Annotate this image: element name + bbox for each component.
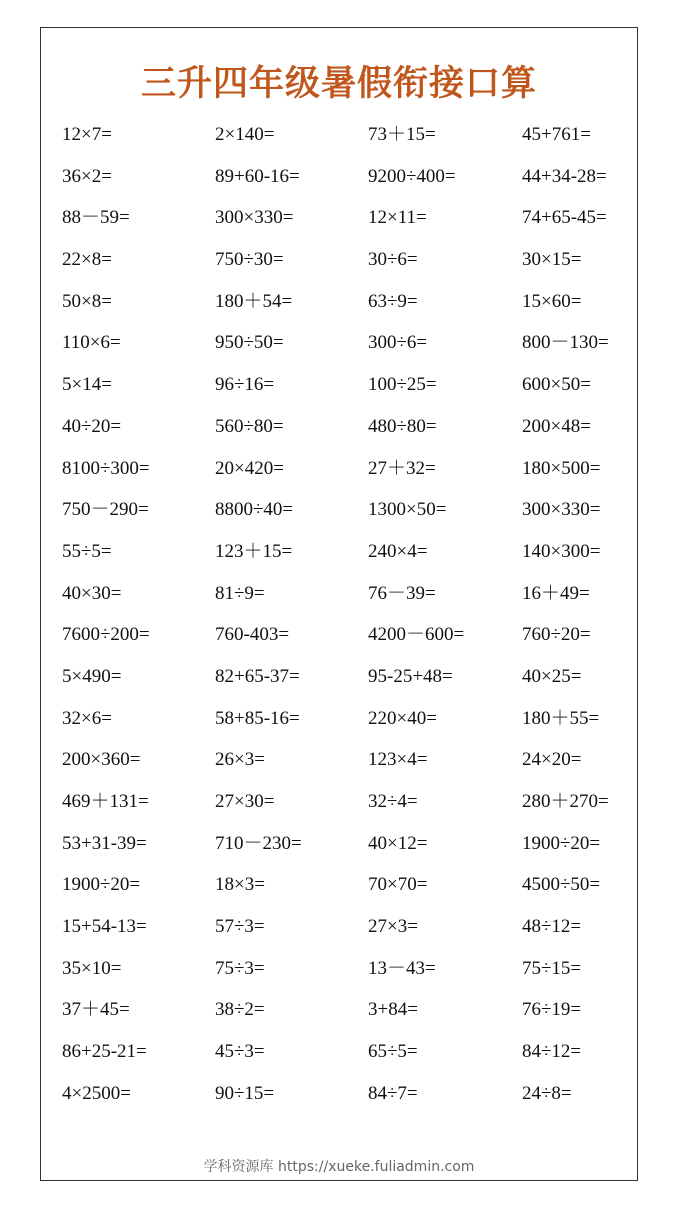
arithmetic-problem: 45÷3= xyxy=(215,1041,265,1063)
arithmetic-problem: 95-25+48= xyxy=(368,665,453,687)
arithmetic-problem: 57÷3= xyxy=(215,916,265,938)
arithmetic-problem: 40×25= xyxy=(522,665,582,687)
arithmetic-problem: 950÷50= xyxy=(215,332,284,354)
arithmetic-problem: 750－290= xyxy=(62,499,149,521)
arithmetic-problem: 16＋49= xyxy=(522,582,590,604)
arithmetic-problem: 27×30= xyxy=(215,791,275,812)
arithmetic-problem: 1900÷20= xyxy=(522,832,601,854)
arithmetic-problem: 73＋15= xyxy=(368,124,436,145)
arithmetic-problem: 3+84= xyxy=(368,999,418,1021)
arithmetic-problem: 76－39= xyxy=(368,582,436,604)
arithmetic-problem: 1300×50= xyxy=(368,499,447,521)
arithmetic-problem: 480÷80= xyxy=(368,415,437,437)
arithmetic-problem: 24÷8= xyxy=(522,1082,572,1104)
arithmetic-problem: 70×70= xyxy=(368,874,428,896)
arithmetic-problem: 110×6= xyxy=(62,332,121,354)
arithmetic-problem: 50×8= xyxy=(62,290,112,312)
arithmetic-problem: 27×3= xyxy=(368,916,418,938)
arithmetic-problem: 800－130= xyxy=(522,332,609,354)
arithmetic-problem: 2×140= xyxy=(215,124,275,145)
arithmetic-problem: 15+54-13= xyxy=(62,916,147,938)
arithmetic-problem: 300×330= xyxy=(522,499,601,521)
arithmetic-problem: 74+65-45= xyxy=(522,207,607,229)
arithmetic-problem: 8100÷300= xyxy=(62,457,150,479)
arithmetic-problem: 18×3= xyxy=(215,874,265,896)
arithmetic-problem: 123×4= xyxy=(368,749,428,771)
arithmetic-problem: 55÷5= xyxy=(62,540,112,562)
worksheet-title: 三升四年级暑假衔接口算 xyxy=(140,63,537,104)
arithmetic-problem: 36×2= xyxy=(62,165,112,187)
arithmetic-problem: 89+60-16= xyxy=(215,165,300,187)
arithmetic-problem: 96÷16= xyxy=(215,374,275,396)
arithmetic-problem: 27＋32= xyxy=(368,457,436,479)
arithmetic-problem: 75÷3= xyxy=(215,957,265,979)
arithmetic-problem: 58+85-16= xyxy=(215,707,300,729)
arithmetic-problem: 710－230= xyxy=(215,832,302,854)
arithmetic-problem: 22×8= xyxy=(62,249,112,271)
footer-source: 学科资源库 https://xueke.fuliadmin.com xyxy=(203,1159,475,1175)
arithmetic-problem: 90÷15= xyxy=(215,1082,275,1104)
arithmetic-problem: 300×330= xyxy=(215,207,294,229)
arithmetic-problem: 7600÷200= xyxy=(62,624,150,646)
arithmetic-problem: 84÷12= xyxy=(522,1041,582,1063)
arithmetic-problem: 63÷9= xyxy=(368,290,418,312)
arithmetic-problem: 1900÷20= xyxy=(62,874,141,896)
arithmetic-problem: 220×40= xyxy=(368,707,437,729)
arithmetic-problem: 760÷20= xyxy=(522,624,591,646)
arithmetic-problem: 180＋55= xyxy=(522,707,600,729)
arithmetic-problem: 37＋45= xyxy=(62,999,130,1021)
arithmetic-problem: 12×7= xyxy=(62,124,112,145)
arithmetic-problem: 40×12= xyxy=(368,832,428,854)
arithmetic-problem: 12×11= xyxy=(368,207,427,229)
arithmetic-problem: 469＋131= xyxy=(62,791,149,812)
arithmetic-problem: 84÷7= xyxy=(368,1082,418,1104)
arithmetic-problem: 24×20= xyxy=(522,749,582,771)
arithmetic-problem: 48÷12= xyxy=(522,916,582,938)
arithmetic-problem: 560÷80= xyxy=(215,415,284,437)
arithmetic-problem: 123＋15= xyxy=(215,540,293,562)
arithmetic-problem: 76÷19= xyxy=(522,999,582,1021)
arithmetic-problem: 35×10= xyxy=(62,957,122,979)
arithmetic-problem: 53+31-39= xyxy=(62,832,147,854)
arithmetic-problem: 88－59= xyxy=(62,207,130,229)
arithmetic-problem: 15×60= xyxy=(522,290,582,312)
arithmetic-problem: 180＋54= xyxy=(215,290,293,312)
arithmetic-problem: 4200－600= xyxy=(368,624,465,646)
arithmetic-problem: 5×490= xyxy=(62,665,122,687)
arithmetic-problem: 200×48= xyxy=(522,415,591,437)
arithmetic-problem: 300÷6= xyxy=(368,332,428,354)
arithmetic-problem: 45+761= xyxy=(522,124,591,145)
arithmetic-problem: 13－43= xyxy=(368,957,436,979)
arithmetic-problem: 32×6= xyxy=(62,707,112,729)
arithmetic-problem: 240×4= xyxy=(368,540,428,562)
arithmetic-problem: 280＋270= xyxy=(522,791,609,812)
arithmetic-problem: 600×50= xyxy=(522,374,591,396)
arithmetic-problem: 81÷9= xyxy=(215,582,265,604)
arithmetic-problem: 100÷25= xyxy=(368,374,437,396)
arithmetic-problem: 4×2500= xyxy=(62,1082,131,1104)
arithmetic-problem: 86+25-21= xyxy=(62,1041,147,1063)
arithmetic-problem: 40×30= xyxy=(62,582,122,604)
arithmetic-problem: 750÷30= xyxy=(215,249,284,271)
arithmetic-problem: 9200÷400= xyxy=(368,165,456,187)
arithmetic-problem: 32÷4= xyxy=(368,791,418,812)
arithmetic-problem: 20×420= xyxy=(215,457,284,479)
arithmetic-problem: 8800÷40= xyxy=(215,499,294,521)
arithmetic-problem: 75÷15= xyxy=(522,957,582,979)
arithmetic-problem: 200×360= xyxy=(62,749,141,771)
arithmetic-problem: 40÷20= xyxy=(62,415,122,437)
arithmetic-problem: 38÷2= xyxy=(215,999,265,1021)
arithmetic-problem: 65÷5= xyxy=(368,1041,418,1063)
arithmetic-problem: 82+65-37= xyxy=(215,665,300,687)
arithmetic-problem: 760-403= xyxy=(215,624,290,646)
problem-grid xyxy=(62,114,632,1115)
arithmetic-problem: 26×3= xyxy=(215,749,265,771)
arithmetic-problem: 30×15= xyxy=(522,249,582,271)
arithmetic-problem: 30÷6= xyxy=(368,249,418,271)
arithmetic-problem: 180×500= xyxy=(522,457,601,479)
arithmetic-problem: 140×300= xyxy=(522,540,601,562)
arithmetic-problem: 4500÷50= xyxy=(522,874,601,896)
arithmetic-problem: 44+34-28= xyxy=(522,165,607,187)
arithmetic-problem: 5×14= xyxy=(62,374,112,396)
worksheet-page xyxy=(40,27,638,1181)
